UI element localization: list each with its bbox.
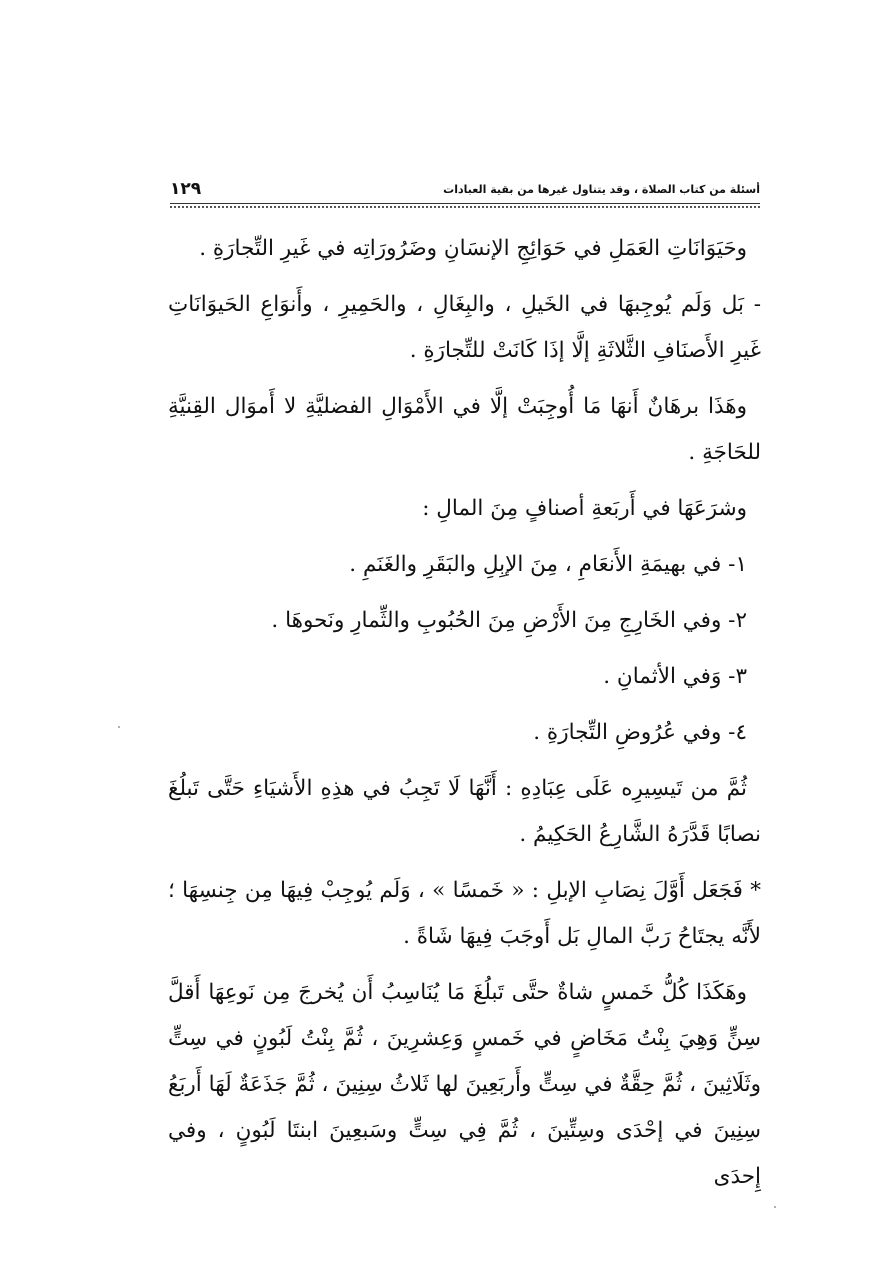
paragraph-2: - بَل وَلَم يُوجِبهَا في الخَيلِ ، والبِغَالِ ، والحَمِيرِ ، وأَنوَاعِ الحَيوَانَاتِ غَيرِ الأَصنَافِ الثَّلاثَةِ إلَّا إذَا كَانَتْ للتِّجارَةِ . bbox=[168, 292, 761, 363]
paragraph-4: وشرَعَهَا في أَربَعةِ أصنافٍ مِنَ المالِ : bbox=[422, 496, 747, 521]
scan-speck bbox=[774, 1206, 776, 1208]
body-text bbox=[168, 226, 761, 1210]
list-item-4: ٤- وفي عُرُوضِ التِّجارَةِ . bbox=[533, 720, 747, 745]
paragraph-3: وهَذَا برهَانٌ أَنهَا مَا أُوجِبَتْ إلَّا في الأَمْوَالِ الفضليَّةِ لا أَموَال القِنيَّةِ للحَاجَةِ . bbox=[168, 394, 761, 465]
paragraph-6: * فَجَعَل أَوَّلَ نِصَابِ الإبلِ : « خَمسًا » ، وَلَم يُوجِبْ فِيهَا مِن جِنسِهَا ؛ لأَنَّه يجتَاحُ رَبَّ المالِ بَل أَوجَبَ فِيهَا شَاةً . bbox=[168, 878, 761, 949]
running-header bbox=[170, 180, 760, 204]
paragraph-5: ثُمَّ من تَيسِيرِه عَلَى عِبَادِهِ : أَنَّهَا لَا تَجِبُ في هذِهِ الأَشيَاءِ حَتَّى تَبلُغَ نصابًا قَدَّرَهُ الشَّارِعُ الحَكِيمُ . bbox=[168, 776, 761, 847]
scan-speck bbox=[118, 726, 120, 728]
list-item-2: ٢- وفي الخَارِجِ مِنَ الأَرْضِ مِنَ الحُبُوبِ والثِّمارِ ونَحوهَا . bbox=[271, 608, 747, 633]
header-rule bbox=[170, 203, 760, 204]
page-number: ١٢٩ bbox=[170, 179, 202, 199]
list-item-1: ١- في بهيمَةِ الأَنعَامِ ، مِنَ الإبِلِ والبَقَرِ والغَنَمِ . bbox=[349, 552, 747, 577]
paragraph-1: وحَيَوَانَاتِ العَمَلِ في حَوَائِجِ الإنسَانِ وضَرُورَاتِه في غَيرِ التِّجارَةِ . bbox=[199, 236, 747, 261]
header-title: أسئلة من كتاب الصلاة ، وقد يتناول غيرها من بقية العبادات bbox=[443, 183, 760, 196]
list-item-3: ٣- وَفي الأثمانِ . bbox=[603, 664, 747, 689]
paragraph-7: وهَكَذَا كُلُّ خَمسٍ شاةٌ حتَّى تَبلُغَ مَا يُنَاسِبُ أَن يُخرجَ مِن نَوعِهَا أَقلَّ سِنٍّ وَهِيَ بِنْتُ مَخَاضٍ في خَمسٍ وَعِشرِينَ ، ثُمَّ بِنْتُ لَبُونٍ في سِتٍّ وثَلَاثِينَ ، ثُمَّ حِقَّةٌ في سِتٍّ وأَربَعِينَ لها ثَلاثُ سِنِينَ ، ثُمَّ جَذَعَةٌ لَهَا أَربَعُ سِنِينَ في إحْدَى وسِتِّينَ ، ثُمَّ فِي سِتٍّ وسَبعِينَ ابنتَا لَبُونٍ ، وفي إِحدَى bbox=[168, 980, 761, 1189]
header-dotted-rule bbox=[170, 206, 760, 208]
